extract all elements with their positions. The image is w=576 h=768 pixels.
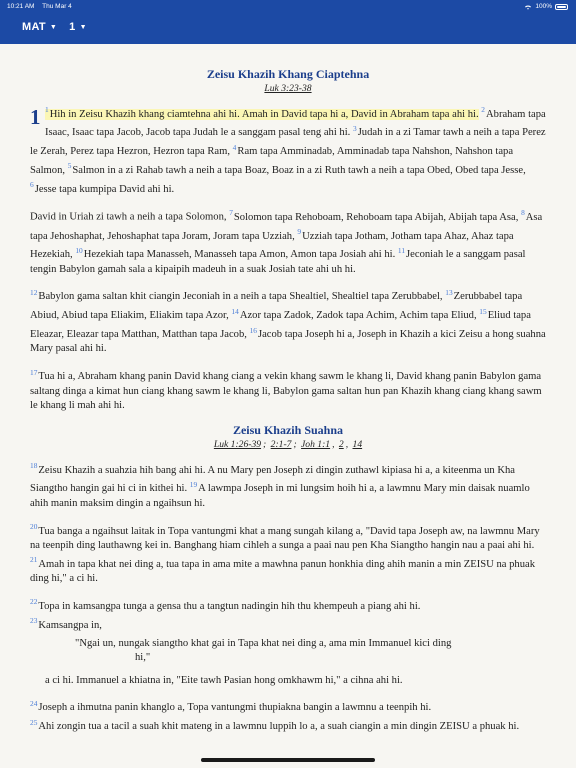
chapter-label: 1 bbox=[69, 21, 76, 33]
verse[interactable]: $^8$Asa tapa Jehoshaphat, Jehoshaphat tapa Joram, Joram tapa Uzziah, bbox=[30, 208, 543, 242]
paragraph bbox=[30, 103, 546, 197]
verse[interactable]: $^{10}$Hezekiah tapa Manasseh, Manasseh tapa Amon, Amon tapa Josiah ahi hi. bbox=[75, 245, 396, 261]
verse[interactable]: $^7$Solomon tapa Rehoboam, Rehoboam tapa Abijah, Abijah tapa Asa, bbox=[229, 208, 519, 223]
cross-reference-link[interactable]: 14 bbox=[352, 439, 363, 451]
paragraph bbox=[30, 206, 546, 277]
status-bar bbox=[0, 0, 576, 14]
section-reference bbox=[30, 82, 546, 95]
verse[interactable]: $^9$Uzziah tapa Jotham, Jotham tapa Ahaz, Ahaz tapa Hezekiah, bbox=[30, 226, 514, 261]
verse[interactable]: $^{22}$Topa in kamsangpa tunga a gensa thu a tangtun nadingin hih thu khempeuh a piang ahi hi. bbox=[30, 597, 421, 612]
verse[interactable]: $^{23}$Kamsangpa in, bbox=[30, 616, 102, 631]
cross-reference-link[interactable]: Joh 1:1 bbox=[301, 439, 331, 451]
bible-text bbox=[30, 60, 546, 744]
cross-reference-link[interactable]: 2:1-7 bbox=[270, 439, 292, 451]
verse[interactable]: $^{13}$Zerubbabel tapa Abiud, Abiud tapa Eliakim, Eliakim tapa Azor, bbox=[30, 287, 523, 322]
caret-down-icon: ▼ bbox=[79, 23, 87, 31]
paragraph bbox=[30, 697, 546, 735]
cross-reference-link[interactable]: 2 bbox=[338, 439, 344, 451]
top-bar bbox=[0, 0, 576, 44]
verse[interactable]: $^5$Salmon in a zi Rahab tawh a neih a tapa Boaz, Boaz in a zi Ruth tawh a neih a tapa Obed, Obed tapa Jesse, bbox=[67, 161, 526, 177]
verse[interactable]: $^{21}$Amah in tapa khat nei ding a, tua tapa in ama mite a mawhna panun honkhia ding ahih manin a min ZEISU na phuak ding hi," a ci hi. bbox=[30, 555, 535, 585]
verse[interactable]: $^{12}$Babylon gama saltan khit ciangin Jeconiah in a neih a tapa Shealtiel, Shealtiel tapa Zerubbabel, bbox=[30, 287, 443, 303]
verse[interactable]: $^6$Jesse tapa kumpipa David ahi hi. bbox=[30, 180, 175, 195]
verse[interactable]: $^{20}$Tua banga a ngaihsut laitak in Topa vantungmi khat a mang sungah kilang a, "David tapa Joseph aw, na lawmnu Mary na teenpih ding lauthawng kei in. Banghang hiam cihleh a sunga a paai nau pen Kha Siangtho hangin nau a paai ahi hi. bbox=[30, 522, 540, 551]
verse[interactable]: $^2$Abraham tapa Isaac, Isaac tapa Jacob, Jacob tapa Judah le a sanggam pasal teng ahi hi. bbox=[45, 105, 546, 139]
verse[interactable]: $^{17}$Tua hi a, Abraham khang panin David khang ciang a vekin khang sawm le khang li, David khang panin Babylon gama saltang dinga a kimat hun ciang khang sawm le khang li, Babylon gama saltan hun pan Khazih khang ciang khang sawm le khang li mah ahi hi. bbox=[30, 367, 542, 411]
book-chapter-nav bbox=[22, 21, 87, 33]
wifi-icon bbox=[524, 4, 532, 10]
paragraph bbox=[30, 674, 546, 688]
verse[interactable]: $^{11}$Jeconiah le a sanggam pasal tengin Babylon gamah sala a kipaipih madeuh in a suak Josiah tate ahi uh hi. bbox=[30, 245, 526, 275]
verse-continued[interactable]: a ci hi. Immanuel a khiatna in, "Eite tawh Pasian hong omkhawm hi," a cihna ahi hi. bbox=[45, 674, 403, 686]
caret-down-icon: ▼ bbox=[49, 23, 58, 31]
cross-reference-link[interactable]: Luk 1:26-39 bbox=[213, 439, 262, 451]
paragraph bbox=[30, 366, 546, 413]
verse[interactable]: $^{24}$Joseph a ihmutna panin khanglo a, Topa vantungmi thupiakna bangin a lawmnu a teenpih hi. bbox=[30, 698, 432, 714]
paragraph bbox=[30, 595, 546, 633]
highlighted-verse[interactable]: $^1$Hih in Zeisu Khazih khang ciamtehna ahi hi. Amah in David tapa hi a, David in Abraham tapa ahi hi. bbox=[45, 105, 479, 120]
chapter-number: 1 bbox=[30, 105, 41, 129]
verse[interactable]: $^{15}$Eliud tapa Eleazar, Eleazar tapa Matthan, Matthan tapa Jacob, bbox=[30, 306, 531, 341]
verse[interactable]: $^4$Ram tapa Amminadab, Amminadab tapa Nahshon, Nahshon tapa Salmon, bbox=[30, 142, 514, 177]
book-label: MAT bbox=[22, 21, 46, 33]
verse[interactable]: $^3$Judah in a zi Tamar tawh a neih a tapa Perez le Zerah, Perez tapa Hezron, Hezron tapa Ram, bbox=[30, 123, 546, 158]
battery-icon bbox=[555, 4, 568, 10]
verse[interactable]: $^{25}$Ahi zongin tua a tacil a suah khit mateng in a lawmnu luppih lo a, a suah ciangin a min dingin ZEISU a phuak hi. bbox=[30, 717, 520, 733]
status-date: Thu Mar 4 bbox=[42, 3, 72, 10]
home-indicator[interactable] bbox=[201, 758, 375, 762]
verse-continued[interactable]: David in Uriah zi tawh a neih a tapa Solomon, bbox=[30, 211, 227, 223]
book-selector[interactable] bbox=[22, 21, 57, 33]
paragraph bbox=[30, 459, 546, 511]
section-title: Zeisu Khazih Suahna bbox=[232, 423, 344, 438]
verse[interactable]: $^{19}$A lawmpa Joseph in mi lungsim hoih hi a, a lawmnu Mary min daisak nuamlo ahih manin maksim dingin a ngaihsun hi. bbox=[30, 479, 530, 509]
section-reference: Luk 1:26-39 ; 2:1-7 ; Joh 1:1 , 2 , 14 bbox=[213, 439, 363, 451]
poetry-quote[interactable]: "Ngai un, nungak siangtho khat gai in Tapa khat nei ding a, ama min Immanuel kici ding hi," bbox=[75, 637, 452, 664]
verse[interactable]: $^{14}$Azor tapa Zadok, Zadok tapa Achim, Achim tapa Eliud, bbox=[231, 306, 477, 322]
verse[interactable]: $^{18}$Zeisu Khazih a suahzia hih bang ahi hi. A nu Mary pen Joseph zi dingin zuthawl kipiasa hi a, a kiteenma un Kha Siangtho hangin gai hi ci in kithei hi. bbox=[30, 461, 515, 495]
battery-percent: 100% bbox=[535, 3, 552, 10]
section-title: Zeisu Khazih Khang Ciaptehna bbox=[206, 67, 370, 81]
cross-reference-link[interactable]: Luk 3:23-38 bbox=[264, 83, 312, 94]
chapter-selector[interactable] bbox=[69, 21, 87, 33]
verse[interactable]: $^{16}$Jacob tapa Joseph hi a, Joseph in Khazih a kici Zeisu a hong suahna Mary pasal ahi hi. bbox=[30, 325, 546, 355]
paragraph bbox=[30, 286, 546, 357]
status-time: 10:21 AM bbox=[7, 3, 35, 10]
paragraph bbox=[30, 520, 546, 586]
